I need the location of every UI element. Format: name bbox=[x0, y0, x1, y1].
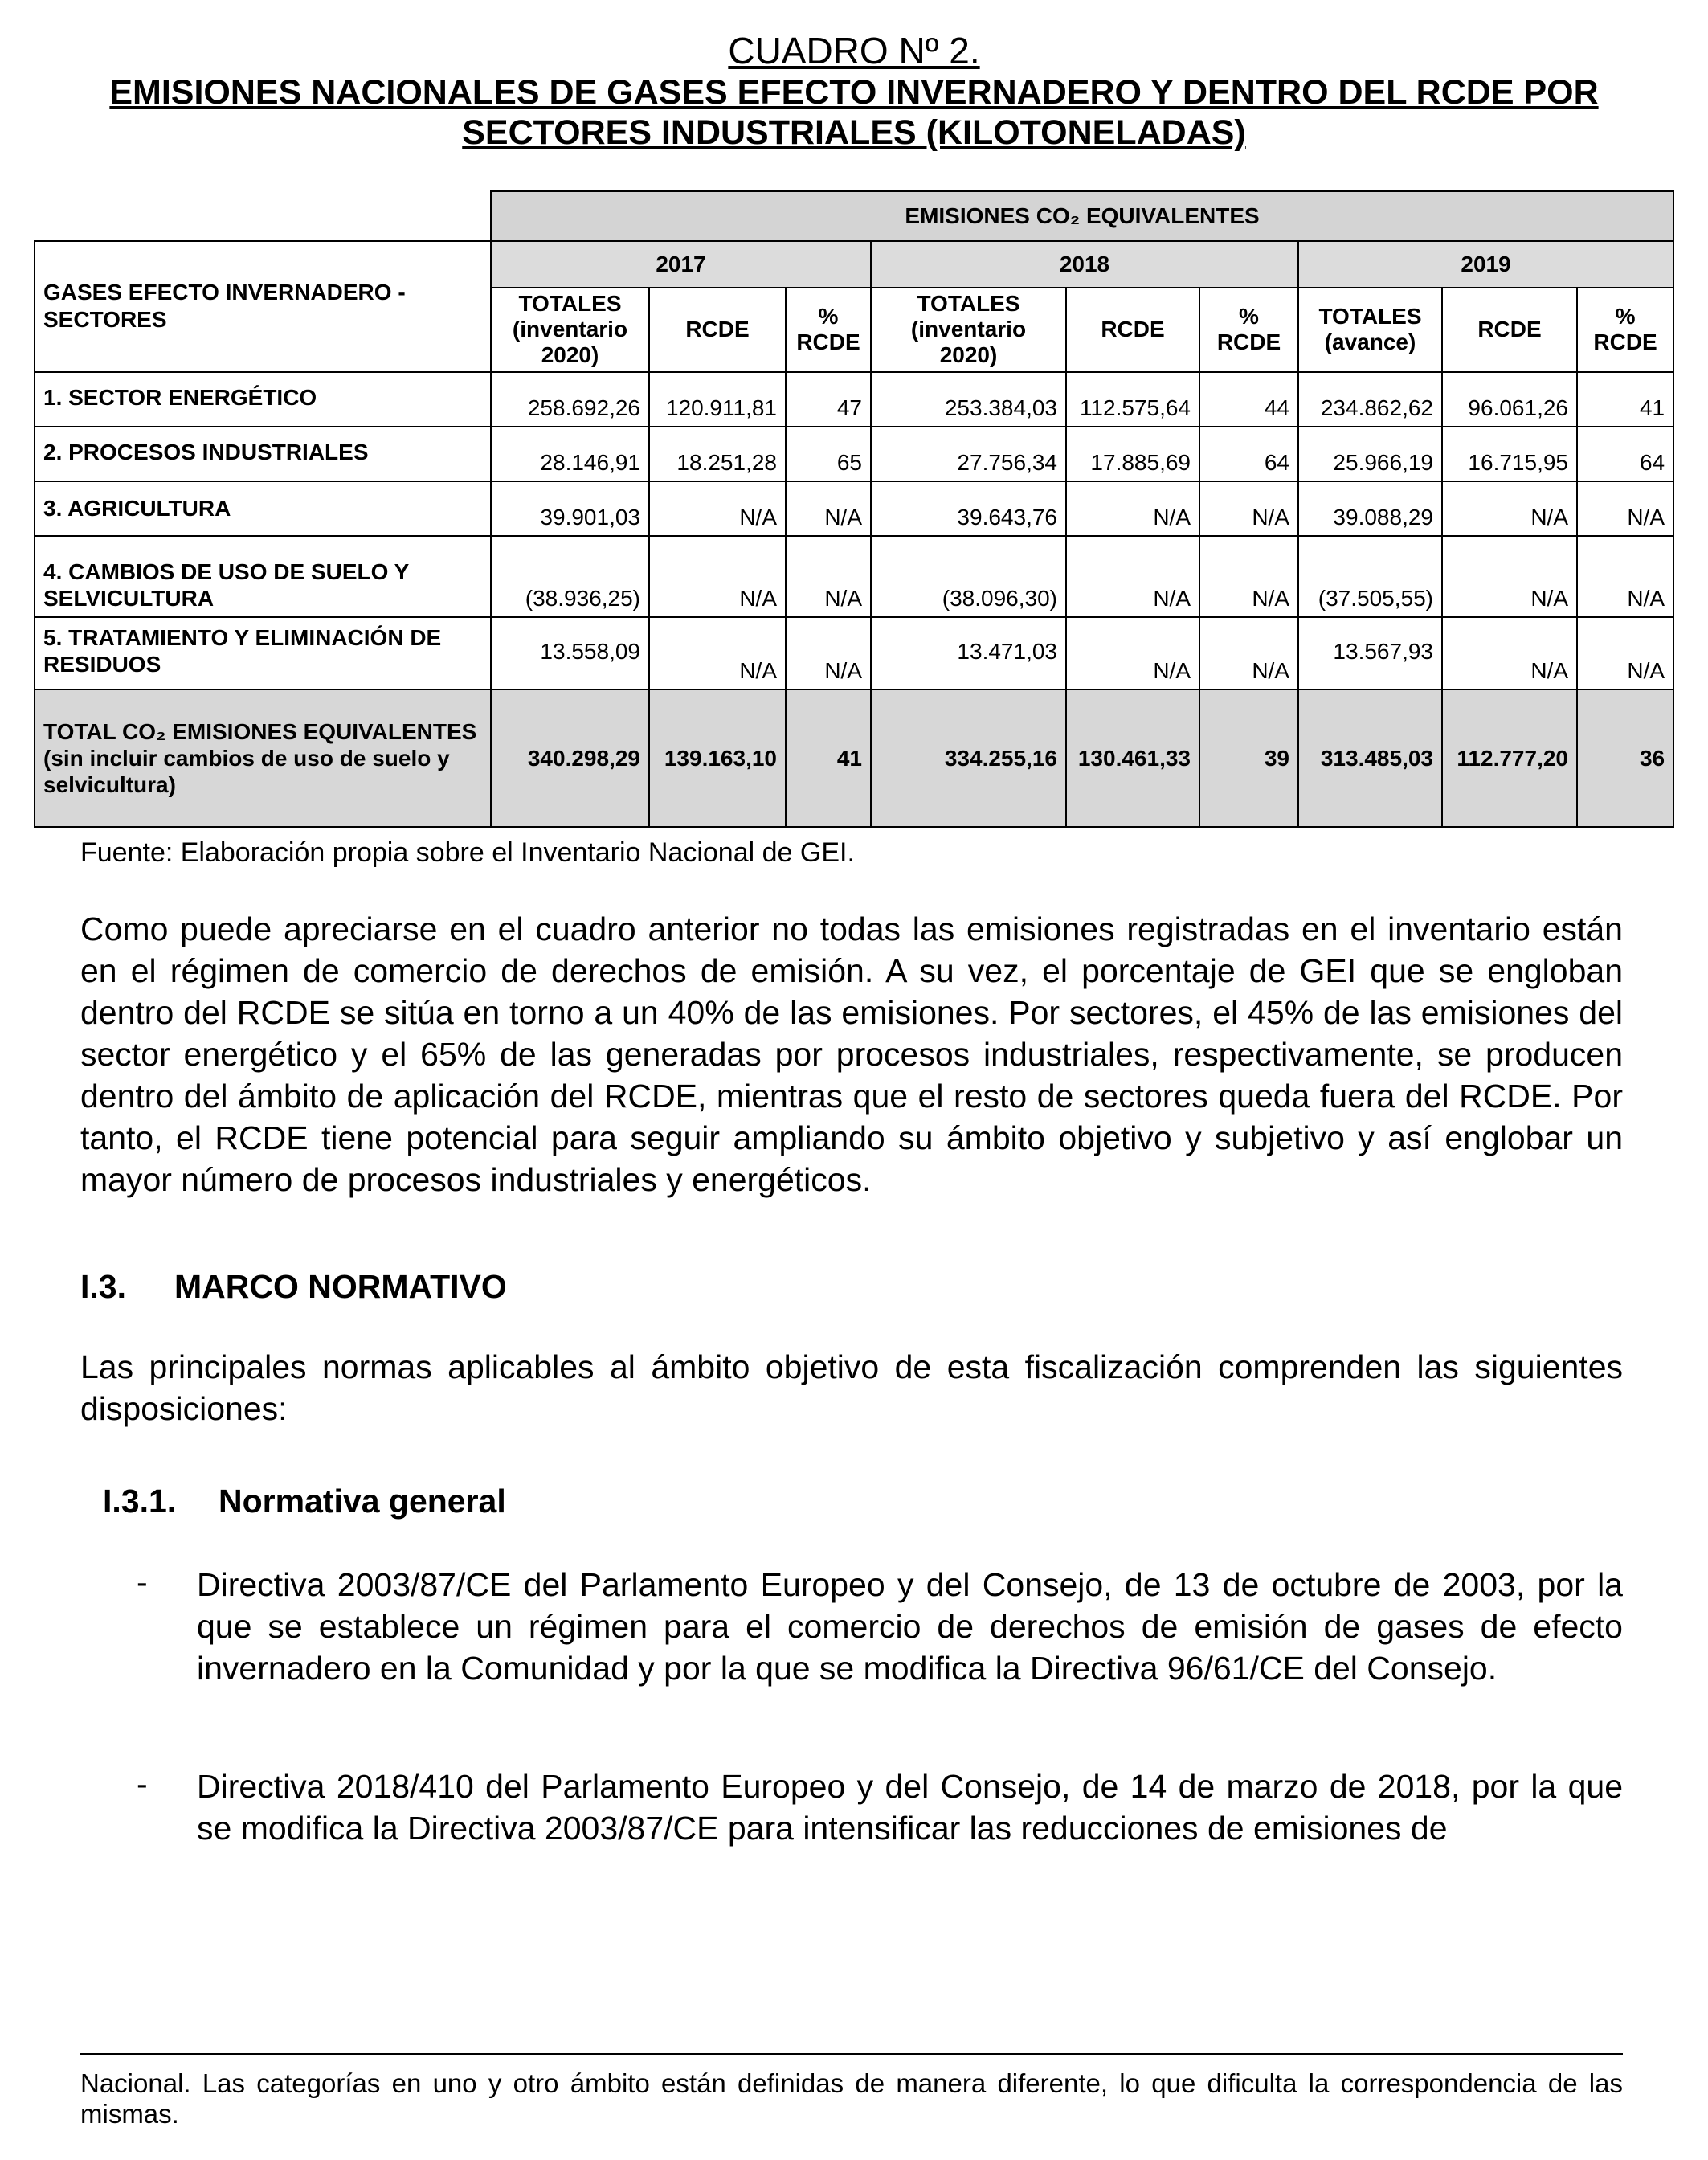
table-cell: 13.471,03 bbox=[871, 617, 1066, 690]
table-cell: (38.936,25) bbox=[491, 536, 649, 617]
table-cell: 27.756,34 bbox=[871, 427, 1066, 481]
subsection-number: I.3.1. bbox=[103, 1483, 177, 1520]
table-cell: 130.461,33 bbox=[1066, 689, 1199, 827]
table-row bbox=[35, 536, 1673, 617]
table-cell: N/A bbox=[1199, 481, 1298, 535]
total-label: TOTAL CO₂ EMISIONES EQUIVALENTES (sin incluir cambios de uso de suelo y selvicultura) bbox=[35, 689, 491, 827]
table-cell: N/A bbox=[1066, 617, 1199, 690]
table-cell: 39.088,29 bbox=[1298, 481, 1442, 535]
body-paragraph: Como puede apreciarse en el cuadro anterior no todas las emisiones registradas en el inventario están en el régimen de comercio de derechos de emisión. A su vez, el porcentaje de GEI que se engloban dentro del RCDE se sitúa en torno a un 40% de las emisiones. Por sectores, el 45% de las emisiones del sector energético y el 65% de las generadas por procesos industriales, respectivamente, se producen dentro del ámbito de aplicación del RCDE, mientras que el resto de sectores queda fuera del RCDE. Por tanto, el RCDE tiene potencial para seguir ampliando su ámbito objetivo y subjetivo y así englobar un mayor número de procesos industriales y energéticos. bbox=[80, 910, 1623, 1198]
table-cell: 64 bbox=[1577, 427, 1673, 481]
table-total-row bbox=[35, 689, 1673, 827]
table-cell: 39.643,76 bbox=[871, 481, 1066, 535]
table-cell: N/A bbox=[1199, 536, 1298, 617]
table-cell: N/A bbox=[649, 617, 786, 690]
table-caption-title: EMISIONES NACIONALES DE GASES EFECTO INVERNADERO Y DENTRO DEL RCDE POR bbox=[109, 73, 1599, 112]
col-header-totales-avance: TOTALES (avance) bbox=[1298, 288, 1442, 371]
table-cell: N/A bbox=[1442, 617, 1577, 690]
list-item: Directiva 2018/410 del Parlamento Europeo y del Consejo, de 14 de marzo de 2018, por la que se modifica la Directiva 2003/87/CE para intensificar las reducciones de emisiones de bbox=[197, 1768, 1623, 1847]
table-cell: 17.885,69 bbox=[1066, 427, 1199, 481]
table-cell: N/A bbox=[1577, 536, 1673, 617]
table-row bbox=[35, 481, 1673, 535]
table-cell: N/A bbox=[1577, 617, 1673, 690]
table-cell: 139.163,10 bbox=[649, 689, 786, 827]
emissions-table bbox=[34, 190, 1674, 828]
footnote-divider bbox=[80, 2053, 1623, 2055]
col-header-pct-rcde: % RCDE bbox=[1199, 288, 1298, 371]
table-cell: N/A bbox=[1066, 481, 1199, 535]
body-paragraph: Las principales normas aplicables al ámbito objetivo de esta fiscalización comprenden las siguientes disposiciones: bbox=[80, 1348, 1623, 1427]
table-group-header: EMISIONES CO₂ EQUIVALENTES bbox=[491, 191, 1673, 241]
year-header-2018: 2018 bbox=[871, 241, 1298, 288]
table-cell: N/A bbox=[1577, 481, 1673, 535]
table-cell: 39.901,03 bbox=[491, 481, 649, 535]
table-row bbox=[35, 372, 1673, 427]
col-header-pct-rcde: % RCDE bbox=[1577, 288, 1673, 371]
table-cell: 313.485,03 bbox=[1298, 689, 1442, 827]
col-header-rcde: RCDE bbox=[1442, 288, 1577, 371]
table-cell: N/A bbox=[786, 481, 871, 535]
table-cell: 340.298,29 bbox=[491, 689, 649, 827]
table-cell: 47 bbox=[786, 372, 871, 427]
sector-label: 5. TRATAMIENTO Y ELIMINACIÓN DE RESIDUOS bbox=[35, 617, 491, 690]
list-bullet: - bbox=[137, 1765, 148, 1802]
table-row bbox=[35, 617, 1673, 690]
col-header-pct-rcde: % RCDE bbox=[786, 288, 871, 371]
sector-label: 2. PROCESOS INDUSTRIALES bbox=[35, 427, 491, 481]
table-cell: 44 bbox=[1199, 372, 1298, 427]
year-header-2017: 2017 bbox=[491, 241, 871, 288]
table-cell: 334.255,16 bbox=[871, 689, 1066, 827]
list-item: Directiva 2003/87/CE del Parlamento Europeo y del Consejo, de 13 de octubre de 2003, por la que se establece un régimen para el comercio de derechos de emisión de gases de efecto invernadero en la Comunidad y por la que se modifica la Directiva 96/61/CE del Consejo. bbox=[197, 1566, 1623, 1687]
table-cell: 25.966,19 bbox=[1298, 427, 1442, 481]
table-cell: N/A bbox=[786, 617, 871, 690]
subsection-title: Normativa general bbox=[219, 1483, 506, 1520]
table-cell: 41 bbox=[786, 689, 871, 827]
table-cell: 18.251,28 bbox=[649, 427, 786, 481]
table-source-note: Fuente: Elaboración propia sobre el Inventario Nacional de GEI. bbox=[80, 837, 855, 868]
table-cell: N/A bbox=[1066, 536, 1199, 617]
table-cell: 13.567,93 bbox=[1298, 617, 1442, 690]
table-cell: 64 bbox=[1199, 427, 1298, 481]
table-cell: 253.384,03 bbox=[871, 372, 1066, 427]
row-header: GASES EFECTO INVERNADERO - SECTORES bbox=[35, 241, 491, 371]
year-header-2019: 2019 bbox=[1298, 241, 1673, 288]
table-cell: 120.911,81 bbox=[649, 372, 786, 427]
table-row bbox=[35, 427, 1673, 481]
col-header-rcde: RCDE bbox=[1066, 288, 1199, 371]
table-cell: N/A bbox=[1199, 617, 1298, 690]
section-title: MARCO NORMATIVO bbox=[174, 1268, 507, 1305]
table-cell: 65 bbox=[786, 427, 871, 481]
table-cell: 234.862,62 bbox=[1298, 372, 1442, 427]
table-cell: 13.558,09 bbox=[491, 617, 649, 690]
table-cell: N/A bbox=[786, 536, 871, 617]
sector-label: 1. SECTOR ENERGÉTICO bbox=[35, 372, 491, 427]
table-cell: 28.146,91 bbox=[491, 427, 649, 481]
sector-label: 4. CAMBIOS DE USO DE SUELO Y SELVICULTURA bbox=[35, 536, 491, 617]
table-cell: 258.692,26 bbox=[491, 372, 649, 427]
table-cell: 39 bbox=[1199, 689, 1298, 827]
table-cell: (37.505,55) bbox=[1298, 536, 1442, 617]
table-cell: 41 bbox=[1577, 372, 1673, 427]
footnote-text: Nacional. Las categorías en uno y otro ámbito están definidas de manera diferente, lo que dificulta la correspondencia de las mismas. bbox=[80, 2068, 1623, 2129]
table-cell: (38.096,30) bbox=[871, 536, 1066, 617]
table-cell: 112.575,64 bbox=[1066, 372, 1199, 427]
table-caption-subtitle: SECTORES INDUSTRIALES (KILOTONELADAS) bbox=[462, 113, 1246, 152]
table-cell: 16.715,95 bbox=[1442, 427, 1577, 481]
table-cell: 36 bbox=[1577, 689, 1673, 827]
table-corner-blank bbox=[35, 191, 491, 241]
col-header-totales: TOTALES (inventario 2020) bbox=[491, 288, 649, 371]
table-cell: N/A bbox=[1442, 536, 1577, 617]
table-cell: N/A bbox=[649, 481, 786, 535]
table-cell: N/A bbox=[1442, 481, 1577, 535]
table-cell: 96.061,26 bbox=[1442, 372, 1577, 427]
list-bullet: - bbox=[137, 1564, 148, 1601]
col-header-rcde: RCDE bbox=[649, 288, 786, 371]
sector-label: 3. AGRICULTURA bbox=[35, 481, 491, 535]
section-number: I.3. bbox=[80, 1268, 126, 1305]
table-cell: 112.777,20 bbox=[1442, 689, 1577, 827]
table-cell: N/A bbox=[649, 536, 786, 617]
table-caption-number: CUADRO Nº 2. bbox=[728, 30, 980, 72]
col-header-totales: TOTALES (inventario 2020) bbox=[871, 288, 1066, 371]
